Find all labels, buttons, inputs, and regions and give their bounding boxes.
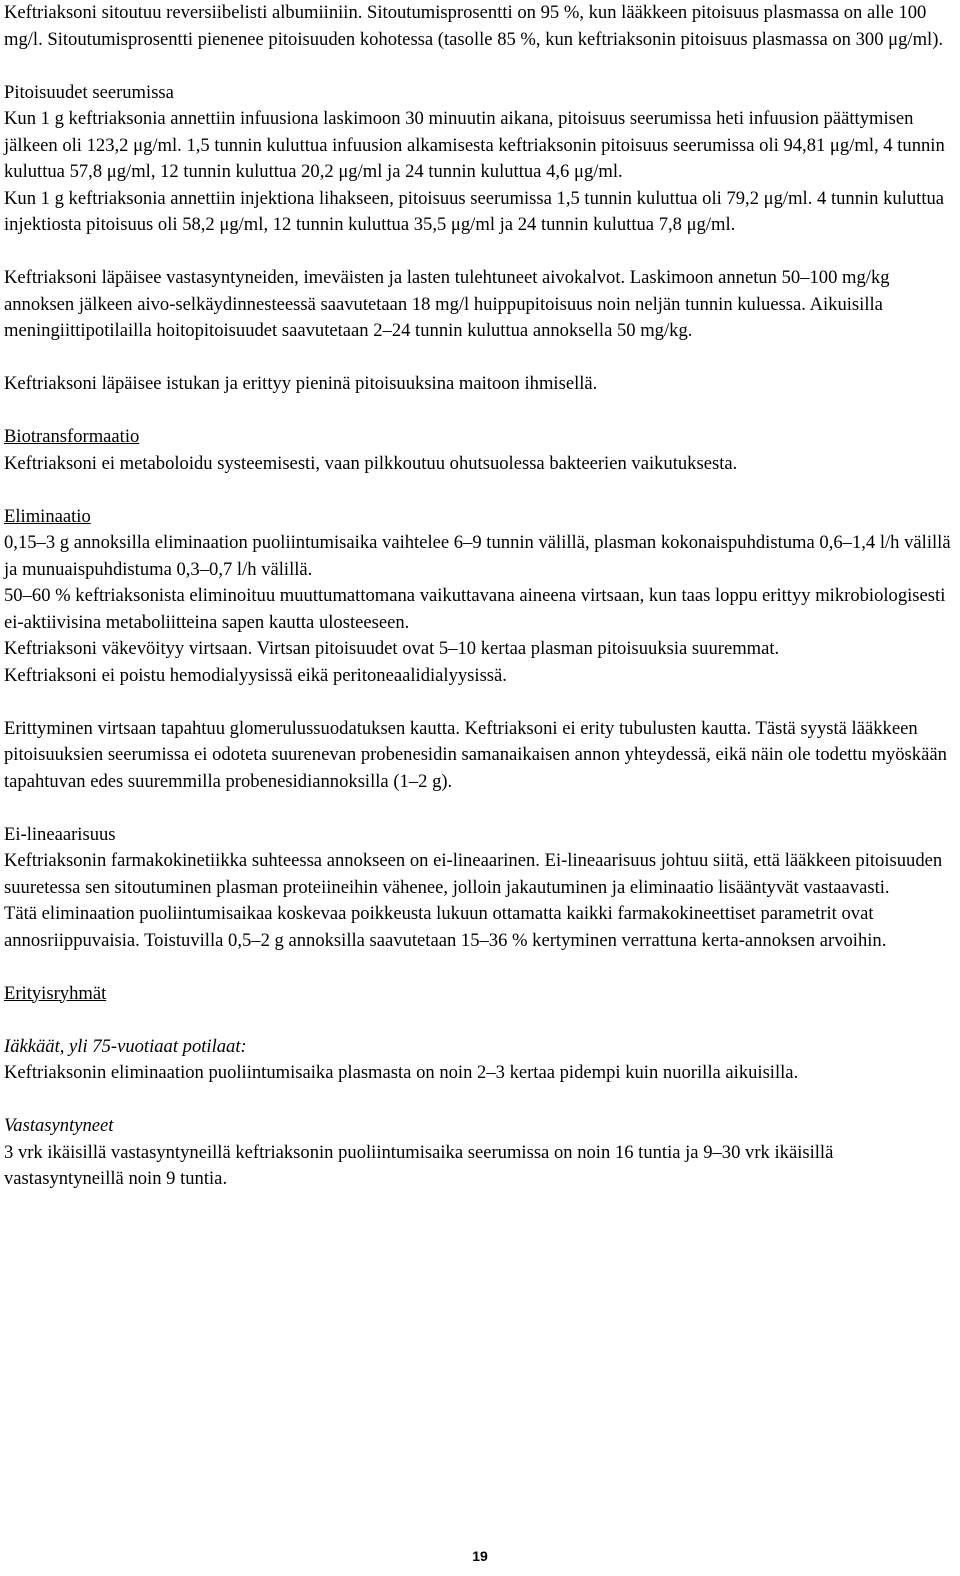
paragraph-infusion-concentrations: Kun 1 g keftriaksonia annettiin infuusiona laskimoon 30 minuutin aikana, pitoisuus seerumissa heti infuusion päättymisen jälkeen oli 123,2 μg/ml. 1,5 tunnin kuluttua infuusion alkamisesta keftriaksonin pitoisuus seerumissa oli 94,81 μg/ml, 4 tunnin kuluttua 57,8 μg/ml, 12 tunnin kuluttua 20,2 μg/ml ja 24 tunnin kuluttua 4,6 μg/ml. [4, 108, 945, 182]
paragraph-renal-excretion: Erittyminen virtsaan tapahtuu glomerulussuodatuksen kautta. Keftriaksoni ei erity tubulusten kautta. Tästä syystä lääkkeen pitoisuuksien seerumissa ei odoteta suurenevan probenesidin samanaikaisen annon yhteydessä, eikä näin ole todettu myöskään tapahtuvan edes suuremmilla probenesidiannoksilla (1–2 g). [4, 717, 947, 792]
heading-elderly: Iäkkäät, yli 75-vuotiaat potilaat: [4, 1035, 247, 1057]
document-page [4, 0, 952, 1193]
paragraph-gap [4, 398, 952, 425]
paragraph-gap [4, 1087, 952, 1114]
paragraph-dose-dependency: Tätä eliminaation puoliintumisaikaa koskevaa poikkeusta lukuun ottamatta kaikki farmakokineettiset parametrit ovat annosriippuvaisia. Toistuvilla 0,5–2 g annoksilla saavutetaan 15–36 % kertyminen verrattuna kerta-annoksen arvoihin. [4, 903, 887, 951]
paragraph-gap [4, 795, 952, 822]
heading-serum-concentrations: Pitoisuudet seerumissa [4, 81, 174, 103]
paragraph-gap [4, 689, 952, 716]
paragraph-elderly: Keftriaksonin eliminaation puoliintumisaika plasmasta on noin 2–3 kertaa pidempi kuin nuorilla aikuisilla. [4, 1062, 799, 1083]
paragraph-elimination-routes: 50–60 % keftriaksonista eliminoituu muuttumattomana vaikuttavana aineena virtsaan, kun taas loppu erittyy mikrobiologisesti ei-aktiivisina metaboliitteina sapen kautta ulosteeseen. [4, 585, 946, 633]
paragraph-nonlinearity: Keftriaksonin farmakokinetiikka suhteessa annokseen on ei-lineaarinen. Ei-lineaarisuus johtuu siitä, että lääkkeen pitoisuuden suuretessa sen sitoutuminen plasman proteiineihin vähenee, jolloin jakautuminen ja eliminaatio lisääntyvät vastaavasti. [4, 850, 943, 898]
heading-special-groups: Erityisryhmät [4, 982, 107, 1004]
heading-biotransformation: Biotransformaatio [4, 426, 140, 447]
page-number: 19 [472, 1548, 488, 1564]
paragraph-biotransformation: Keftriaksoni ei metaboloidu systeemisesti, vaan pilkkoutuu ohutsuolessa bakteerien vaikutuksesta. [4, 452, 738, 474]
paragraph-dialysis: Keftriaksoni ei poistu hemodialyysissä eikä peritoneaalidialyysissä. [4, 664, 507, 686]
paragraph-urine-concentration: Keftriaksoni väkevöityy virtsaan. Virtsan pitoisuudet ovat 5–10 kertaa plasman pitoisuuksia suuremmat. [4, 638, 780, 659]
paragraph-injection-concentrations: Kun 1 g keftriaksonia annettiin injektiona lihakseen, pitoisuus seerumissa 1,5 tunnin kuluttua oli 79,2 μg/ml. 4 tunnin kuluttua injektiosta pitoisuus oli 58,2 μg/ml, 12 tunnin kuluttua 35,5 μg/ml ja 24 tunnin kuluttua 7,8 μg/ml. [4, 187, 945, 235]
paragraph-neonates: 3 vrk ikäisillä vastasyntyneillä keftriaksonin puoliintumisaika seerumissa on noin 16 tuntia ja 9–30 vrk ikäisillä vastasyntyneillä noin 9 tuntia. [4, 1141, 834, 1189]
paragraph-gap [4, 477, 952, 504]
paragraph-elimination-halflife: 0,15–3 g annoksilla eliminaation puoliintumisaika vaihtelee 6–9 tunnin välillä, plasman kokonaispuhdistuma 0,6–1,4 l/h välillä ja munuaispuhdistuma 0,3–0,7 l/h välillä. [4, 532, 951, 580]
paragraph-protein-binding: Keftriaksoni sitoutuu reversiibelisti albumiiniin. Sitoutumisprosentti on 95 %, kun lääkkeen pitoisuus plasmassa on alle 100 mg/l. Sitoutumisprosentti pienenee pitoisuuden kohotessa (tasolle 85 %, kun keftriaksonin pitoisuus plasmassa on 300 μg/ml). [4, 2, 944, 50]
paragraph-gap [4, 345, 952, 372]
paragraph-placenta: Keftriaksoni läpäisee istukan ja erittyy pieninä pitoisuuksina maitoon ihmisellä. [4, 373, 598, 394]
paragraph-gap [4, 239, 952, 266]
heading-elimination: Eliminaatio [4, 505, 91, 527]
heading-neonates: Vastasyntyneet [4, 1115, 114, 1136]
paragraph-meninges: Keftriaksoni läpäisee vastasyntyneiden, imeväisten ja lasten tulehtuneet aivokalvot. Laskimoon annetun 50–100 mg/kg annoksen jälkeen aivo-selkäydinnesteessä saavutetaan 18 mg/l huippupitoisuus noin neljän tunnin kuluessa. Aikuisilla meningiittipotilailla hoitopitoisuudet saavutetaan 2–24 tunnin kuluttua annoksella 50 mg/kg. [4, 267, 890, 341]
paragraph-gap [4, 53, 952, 80]
heading-nonlinearity: Ei-lineaarisuus [4, 823, 116, 845]
paragraph-gap [4, 954, 952, 981]
paragraph-gap [4, 1007, 952, 1034]
